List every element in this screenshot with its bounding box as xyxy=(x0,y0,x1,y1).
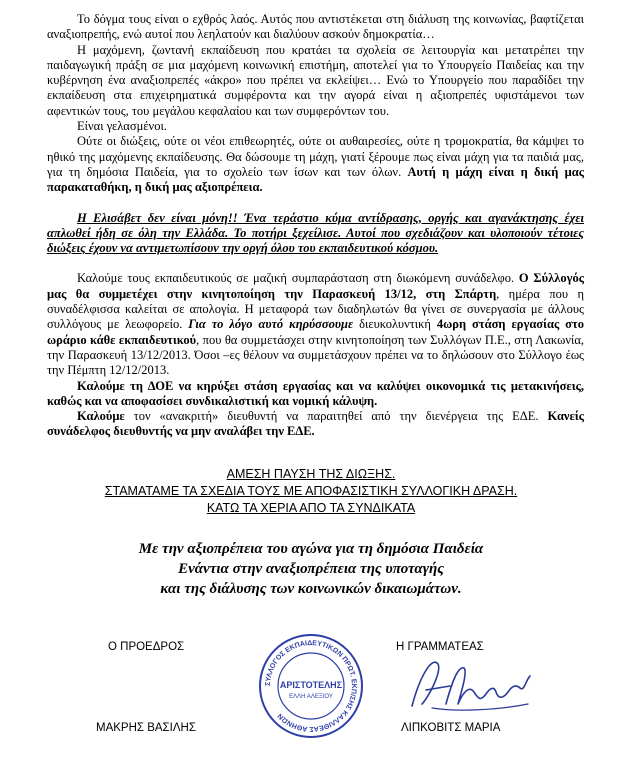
demand-line: ΣΤΑΜΑΤΑΜΕ ΤΑ ΣΧΕΔΙΑ ΤΟΥΣ ΜΕ ΑΠΟΦΑΣΙΣΤΙΚΗ ΣΥΛΛΟΓΙΚΗ ΔΡΑΣΗ. xyxy=(104,484,518,498)
president-title: Ο ΠΡΟΕΔΡΟΣ xyxy=(108,641,185,653)
paragraph xyxy=(47,119,584,134)
paragraph xyxy=(47,43,584,119)
text-run: Ο Σύλλογός μας θα συμμετέχει στην κινητοποίηση την Παρασκευή 13/12, στη Σπάρτη xyxy=(47,271,584,301)
text-run: , που θα συμμετάσχει στην κινητοποίηση των Συλλόγων Π.Ε., στη Λακωνία, την Παρασκευή 13/12/2013. Όσοι –ες θέλουν να συμμετάσχουν πρέπει να το δηλώσουν στο Σύλλογο έως την Πέμπτη 12/12/2013. xyxy=(47,332,585,378)
text-run: Το δόγμα τους είναι ο εχθρός λαός. Αυτός που αντιστέκεται στη διάλυση της κοινωνίας, βαφτίζεται αναξιοπρεπής, ενώ αυτοί που λεηλατούν και διαλύουν ασκούν δημοκρατία… xyxy=(47,12,584,42)
text-run: Καλούμε τη ΔΟΕ να κηρύξει στάση εργασίας και να καλύψει οικονομικά τις μετακινήσεις, καθώς και να αποφασίσει συνδικαλιστική και νομική κάλυψη. xyxy=(47,378,584,408)
text-run: τον «ανακριτή» διευθυντή να παραιτηθεί από την διενέργεια της ΕΔΕ. xyxy=(133,409,548,424)
paragraph xyxy=(47,271,584,378)
paragraph xyxy=(47,211,584,257)
text-run: Ούτε οι διώξεις, ούτε οι νέοι επιθεωρητές, ούτε οι αυθαιρεσίες, ούτε η τρομοκρατία, θα κάμψει το ηθικό της μαχόμενης εκπαίδευσης. Θα δώσουμε τη μάχη, γιατί ξέρουμε πως είναι μάχη για τα παιδιά μας, για τη δημόσια Παιδεία, για το σχολείο των ίσων και των όλων. xyxy=(47,134,584,179)
text-run: Καλούμε τους εκπαιδευτικούς σε μαζική συμπαράσταση στη διωκόμενη συνάδελφο. xyxy=(77,271,519,286)
paragraph xyxy=(47,379,584,410)
demand-line: ΚΑΤΩ ΤΑ ΧΕΡΙΑ ΑΠΟ ΤΑ ΣΥΝΔΙΚΑΤΑ xyxy=(206,501,416,515)
svg-text:ΑΡΙΣΤΟΤΕΛΗΣ: ΑΡΙΣΤΟΤΕΛΗΣ xyxy=(279,680,343,690)
president-name: ΜΑΚΡΗΣ ΒΑΣΙΛΗΣ xyxy=(96,722,196,734)
text-run: 4ωρη στάση εργασίας στο ωράριο κάθε εκπαιδευτικού xyxy=(47,317,584,347)
secretary-signature-icon xyxy=(398,646,536,718)
text-run: Αυτή η μάχη είναι η δική μας παρακαταθήκη, η δική μας αξιοπρέπεια. xyxy=(47,164,584,195)
svg-text:ΣΥΛΛΟΓΟΣ ΕΚΠΑΙΔΕΥΤΙΚΩΝ ΠΡΩΤ. Ε: ΣΥΛΛΟΓΟΣ ΕΚΠΑΙΔΕΥΤΙΚΩΝ ΠΡΩΤ. ΕΚΠ/ΣΗΣ ΚΑΛΛΙΘΕΑΣ ΑΘΗΝΩΝ xyxy=(264,639,358,733)
text-run: Είναι γελασμένοι. xyxy=(77,119,167,134)
demand-line: ΑΜΕΣΗ ΠΑΥΣΗ ΤΗΣ ΔΙΩΞΗΣ. xyxy=(226,467,396,481)
text-run: διευκολυντική xyxy=(359,317,437,332)
text-run: Η Ελισάβετ δεν είναι μόνη!! Ένα τεράστιο κύμα αντίδρασης, οργής και αγανάκτησης έχει απλωθεί ήδη σε όλη την Ελλάδα. Το ποτήρι ξεχείλισε. Αυτοί που σχεδιάζουν και υλοποιούν τέτοιες διώξεις έχουν να αντιμετωπίσουν την οργή όλου του εκπαιδευτικού κόσμου. xyxy=(47,210,584,256)
demands-block xyxy=(0,466,622,517)
paragraph xyxy=(47,134,584,195)
document-body xyxy=(47,12,584,440)
text-run: , ημέρα που η συναδέλφισσα καλείται σε απολογία. Η μεταφορά των διαδηλωτών θα γίνει σε συνεργασία με άλλους συλλόγους με λεωφορείο. xyxy=(47,286,585,332)
motto-line: Με την αξιοπρέπεια του αγώνα για τη δημόσια Παιδεία xyxy=(138,541,484,557)
secretary-name: ΛΙΠΚΟΒΙΤΣ ΜΑΡΙΑ xyxy=(401,722,501,734)
association-seal-icon xyxy=(257,632,365,740)
motto-line: και της διάλυσης των κοινωνικών δικαιωμάτων. xyxy=(160,581,462,597)
motto-block xyxy=(0,539,622,599)
text-run: Για το λόγο αυτό κηρύσσουμε xyxy=(188,317,360,332)
svg-text:ΕΛΛΗ ΑΛΕΞΙΟΥ: ΕΛΛΗ ΑΛΕΞΙΟΥ xyxy=(289,694,333,700)
secretary-title: Η ΓΡΑΜΜΑΤΕΑΣ xyxy=(396,641,484,653)
text-run: Καλούμε xyxy=(77,409,134,424)
text-run: Κανείς συνάδελφος διευθυντής να μην αναλάβει την ΕΔΕ. xyxy=(47,409,584,439)
motto-line: Ενάντια στην αναξιοπρέπεια της υποταγής xyxy=(178,561,444,577)
paragraph xyxy=(47,12,584,43)
paragraph xyxy=(47,409,584,440)
text-run: Η μαχόμενη, ζωντανή εκπαίδευση που κρατάει τα σχολεία σε λειτουργία και μετατρέπει την παιδαγωγική πράξη σε μια μαχόμενη κοινωνική επιστήμη, αποτελεί για το Υπουργείο Παιδείας και την κυβέρνηση ένα αναξιοπρεπές «άκρο» που πρέπει να εκλείψει… Ενώ το Υπουργείο που παραδίδει την εκπαίδευση στα επιχειρηματικά συμφέροντα και την αγορά είναι η αξιοπρεπές υφιστάμενοι των αφεντικών τους, του μεγάλου κεφαλαίου και των συμφερόντων του. xyxy=(47,42,584,118)
